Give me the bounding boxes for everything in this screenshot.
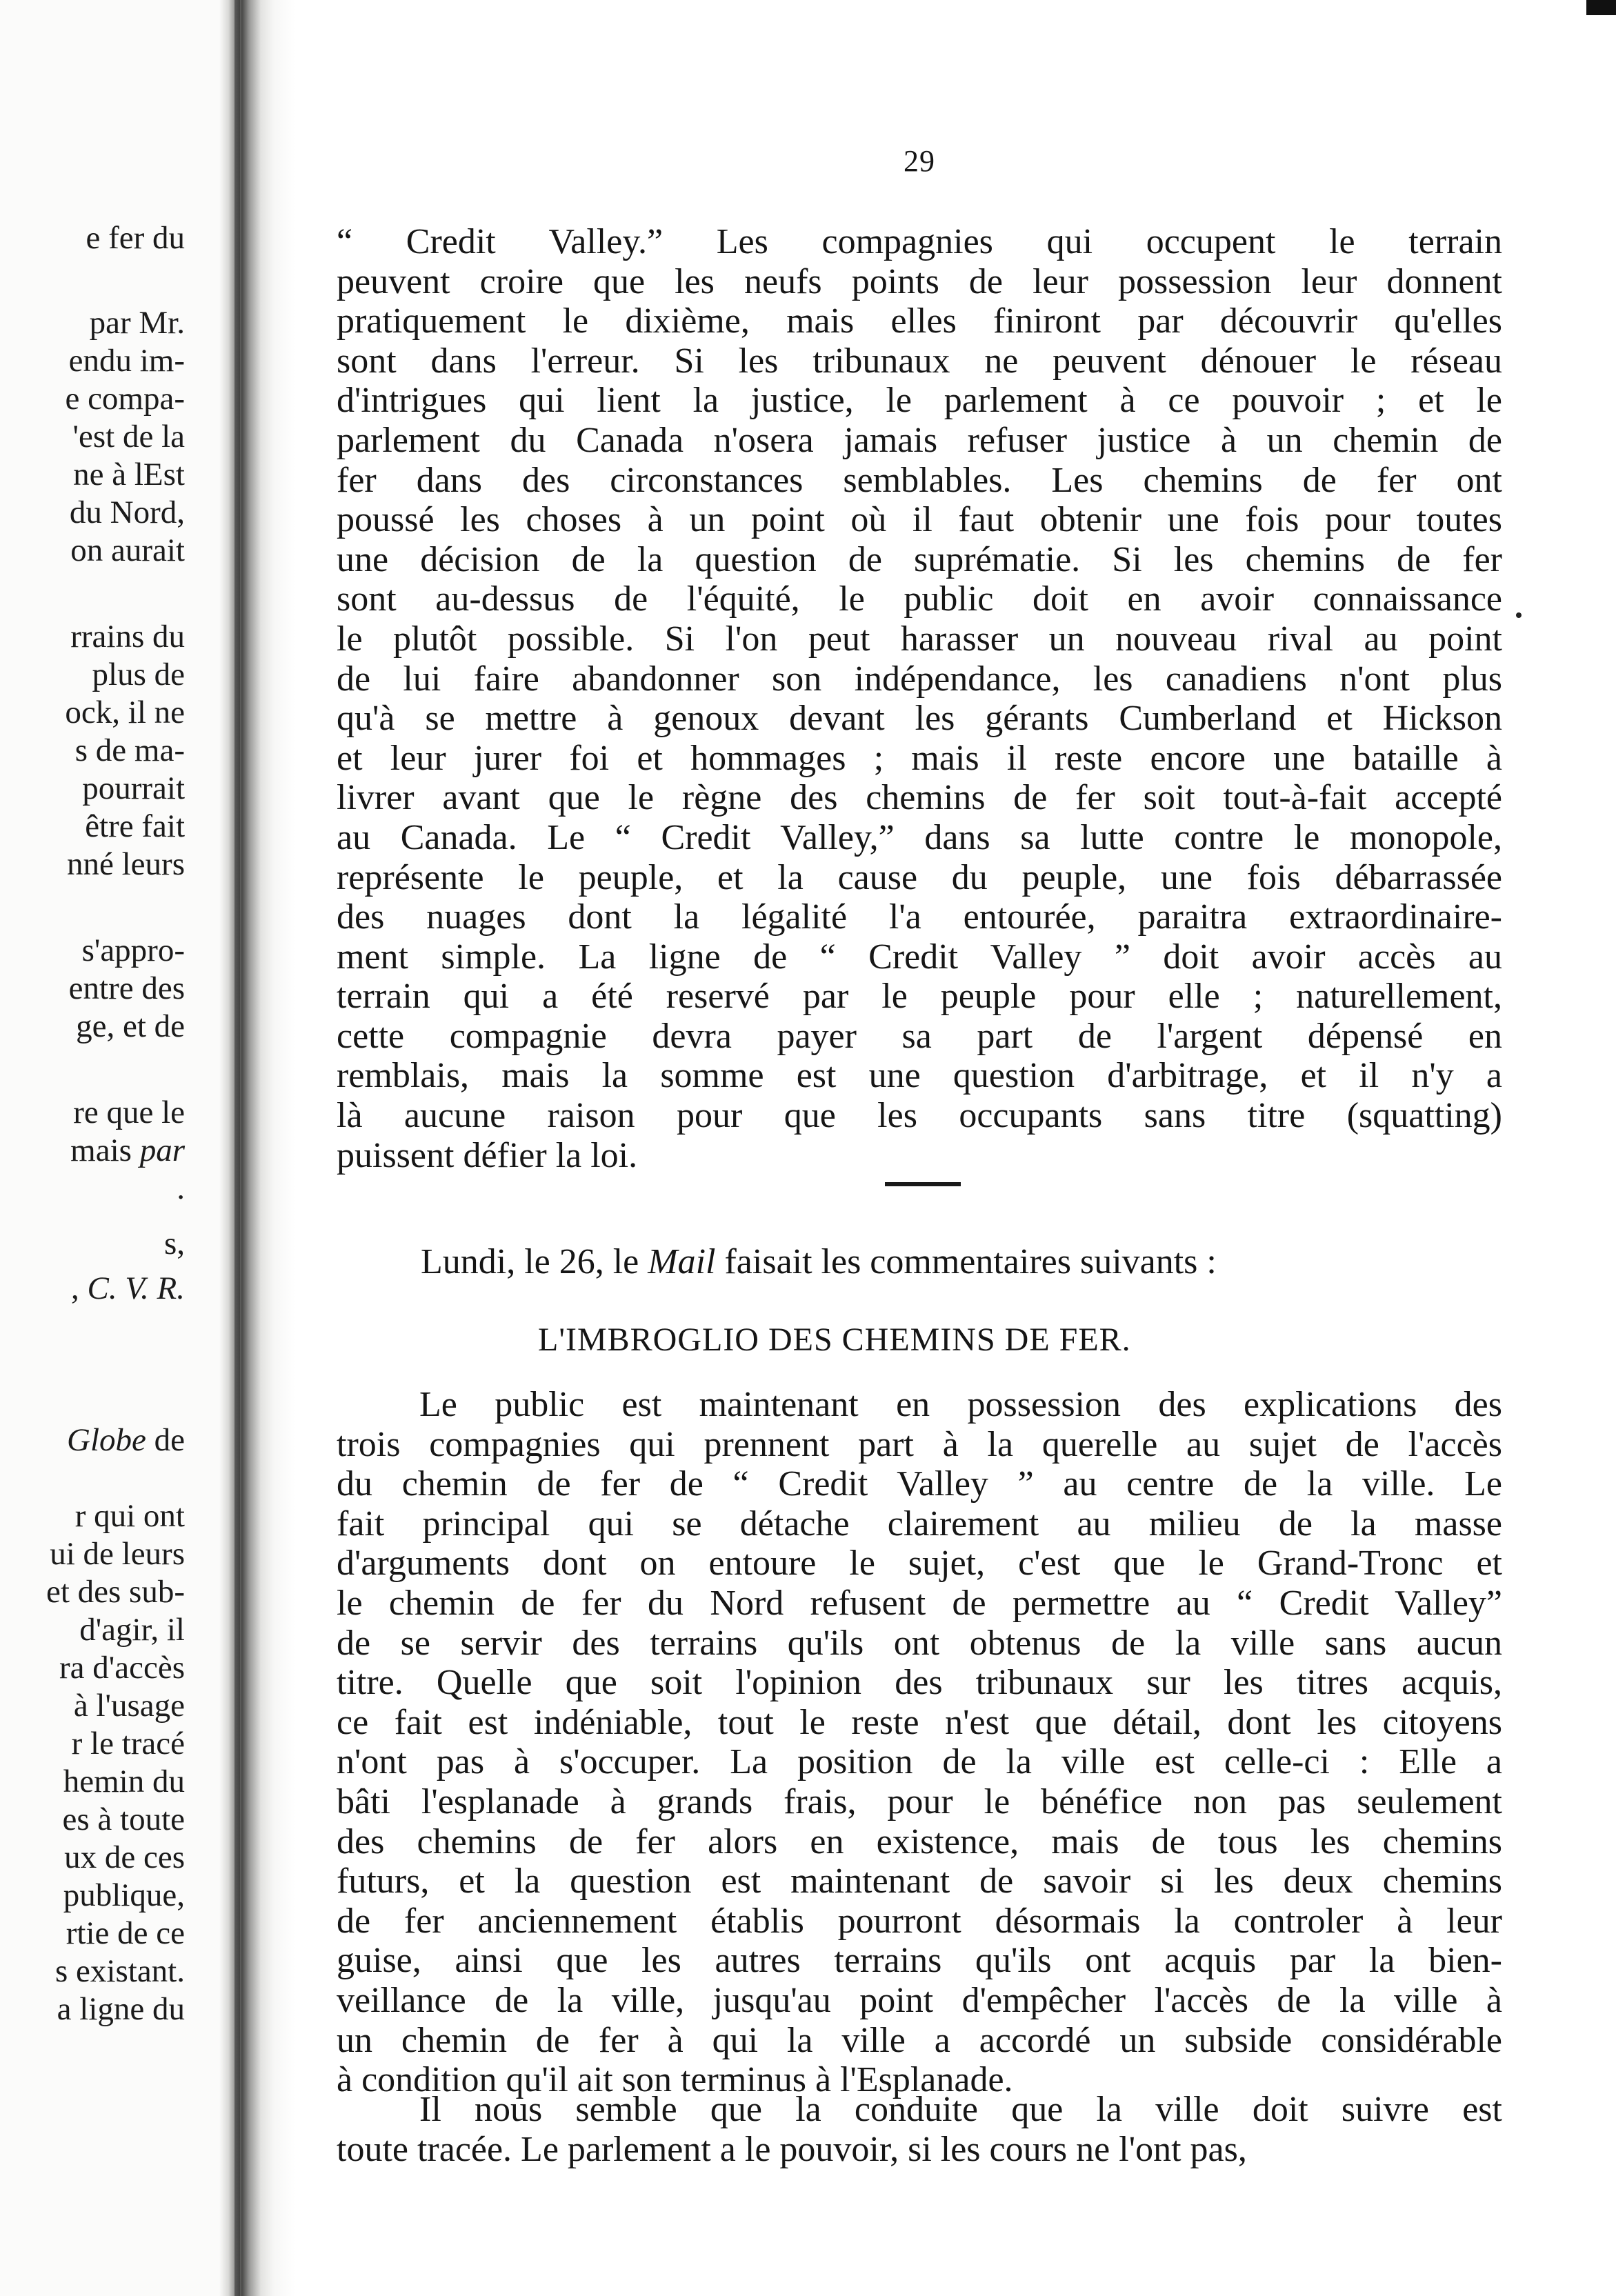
left-page-text: , xyxy=(71,1270,79,1306)
left-page-text: s'appro- xyxy=(81,932,185,968)
text-line: le plutôt possible. Si l'on peut harasser un nouveau rival au point xyxy=(337,619,1502,659)
left-page-line xyxy=(85,810,185,843)
left-page-text: par Mr. xyxy=(89,305,185,341)
left-page-text: du Nord, xyxy=(69,495,185,530)
left-page-line xyxy=(46,1576,185,1608)
left-page-text: d'agir, il xyxy=(79,1612,185,1648)
book-spine-line xyxy=(235,0,240,2296)
left-page-text: ra d'accès xyxy=(59,1650,185,1686)
book-gutter-shadow xyxy=(219,0,295,2296)
left-page-line xyxy=(67,1424,185,1457)
left-page-line xyxy=(79,1614,185,1646)
left-page-text: rtie de ce xyxy=(66,1915,185,1951)
left-page-line xyxy=(82,772,185,805)
left-page-text: re que le xyxy=(73,1095,185,1130)
text-line: Il nous semble que la conduite que la ville doit suivre est xyxy=(419,2090,1502,2129)
left-facing-page xyxy=(0,0,228,2296)
left-page-line xyxy=(70,1132,185,1168)
text-line: veillance de la ville, jusqu'au point d'empêcher l'accès de la ville à xyxy=(337,1980,1502,2020)
left-page-line xyxy=(57,1993,185,2026)
left-page-line xyxy=(70,621,185,653)
text-line: fait principal qui se détache clairement au milieu de la masse xyxy=(337,1504,1502,1544)
left-page-line xyxy=(69,345,185,377)
text-line: trois compagnies qui prennent part à la querelle au sujet de l'accès xyxy=(337,1424,1502,1464)
text-line: futurs, et la question est maintenant de savoir si les deux chemins xyxy=(337,1861,1502,1901)
text-line: pratiquement le dixième, mais elles finiront par découvrir qu'elles xyxy=(337,301,1502,341)
left-page-text: endu im- xyxy=(68,343,185,379)
left-page-text: rrains du xyxy=(70,619,185,655)
text-line: toute tracée. Le parlement a le pouvoir, si les cours ne l'ont pas, xyxy=(337,2129,1247,2169)
text-line: guise, ainsi que les autres terrains qu'ils ont acquis par la bien- xyxy=(337,1941,1502,1981)
text-line: puissent défier la loi. xyxy=(337,1135,638,1175)
left-page-line xyxy=(90,307,185,339)
text-line: sont dans l'erreur. Si les tribunaux ne peuvent dénouer le réseau xyxy=(337,341,1502,381)
text-line: remblais, mais la somme est une question d'arbitrage, et il n'y a xyxy=(337,1056,1502,1096)
left-page-text: s, xyxy=(163,1226,185,1261)
left-page-italic: Globe xyxy=(67,1422,146,1458)
left-page-line xyxy=(66,1917,185,1950)
text-line: de lui faire abandonner son indépendance, les canadiens n'ont plus xyxy=(337,659,1502,699)
text-line: d'arguments dont on entoure le sujet, c'est que le Grand-Tronc et xyxy=(337,1544,1502,1584)
text-line: de se servir des terrains qu'ils ont obtenus de la ville sans aucun xyxy=(337,1623,1502,1663)
left-page-italic: par xyxy=(131,1132,185,1168)
paragraph-imbroglio-body xyxy=(337,1385,1502,2100)
left-page-line xyxy=(75,1500,185,1533)
left-page-text: entre des xyxy=(68,970,185,1006)
text-line: une décision de la question de suprématie. Si les chemins de fer xyxy=(337,539,1502,579)
left-page-line xyxy=(69,972,185,1005)
text-line: parlement du Canada n'osera jamais refuser justice à un chemin de xyxy=(337,420,1502,460)
left-page-line xyxy=(70,532,185,568)
left-page-text: ge, et de xyxy=(76,1008,185,1044)
left-page-line xyxy=(76,1010,185,1043)
left-page-line xyxy=(177,1172,185,1205)
text-line: un chemin de fer à qui la ville a accordé un subside considérable xyxy=(337,2020,1502,2060)
left-page-line xyxy=(73,1097,185,1129)
left-page-line xyxy=(63,1879,185,1912)
left-page-line xyxy=(59,1652,185,1684)
left-page-line xyxy=(73,421,185,453)
left-page-text: à l'usage xyxy=(73,1688,185,1724)
text-line: d'intrigues qui lient la justice, le parlement à ce pouvoir ; et le xyxy=(337,381,1502,421)
intro-line-before: Lundi, le 26, le xyxy=(421,1242,648,1281)
left-page-line xyxy=(92,659,185,691)
left-page-text: nné leurs xyxy=(67,846,185,882)
corner-scan-mark xyxy=(1586,0,1616,15)
left-page-text: es à toute xyxy=(62,1801,185,1837)
left-page-text: ui de leurs xyxy=(50,1536,185,1572)
text-line: et leur jurer foi et hommages ; mais il reste encore une bataille à xyxy=(337,738,1502,778)
intro-line-newspaper-title: Mail xyxy=(648,1242,716,1281)
text-line: du chemin de fer de “ Credit Valley ” au centre de la ville. Le xyxy=(337,1464,1502,1504)
left-page-line xyxy=(63,1766,185,1798)
text-line: au Canada. Le “ Credit Valley,” dans sa lutte contre le monopole, xyxy=(337,817,1502,857)
text-line: représente le peuple, et la cause du peuple, une fois débarrassée xyxy=(337,857,1502,897)
left-page-text: être fait xyxy=(85,808,185,844)
left-page-text: r le tracé xyxy=(71,1726,185,1761)
left-page-line xyxy=(71,1272,185,1305)
text-line: poussé les choses à un point où il faut obtenir une fois pour toutes xyxy=(337,500,1502,540)
left-page-line xyxy=(72,1728,185,1760)
left-page-line xyxy=(164,1228,185,1260)
left-page-line xyxy=(86,222,185,254)
text-line: cette compagnie devra payer sa part de l'argent dépensé en xyxy=(337,1016,1502,1056)
left-page-line xyxy=(50,1538,185,1570)
left-page-line xyxy=(62,1801,186,1837)
left-page-line xyxy=(74,1690,185,1722)
left-page-text: ne à lEst xyxy=(73,457,185,492)
left-page-line xyxy=(65,697,185,729)
text-line: fer dans des circonstances semblables. Les chemins de fer ont xyxy=(337,460,1502,500)
section-separator-rule xyxy=(885,1182,961,1186)
text-line: titre. Quelle que soit l'opinion des tribunaux sur les titres acquis, xyxy=(337,1663,1502,1703)
left-page-text: pourrait xyxy=(82,770,185,806)
left-page-text: et des sub- xyxy=(46,1574,185,1610)
left-page-text: s de ma- xyxy=(74,732,185,768)
text-line: ment simple. La ligne de “ Credit Valley ” doit avoir accès au xyxy=(337,937,1502,977)
text-line: des chemins de fer alors en existence, mais de tous les chemins xyxy=(337,1821,1502,1861)
left-page-line xyxy=(55,1955,185,1988)
left-page-line xyxy=(73,459,185,491)
text-line: terrain qui a été reservé par le peuple pour elle ; naturellement, xyxy=(337,977,1502,1017)
text-line: peuvent croire que les neufs points de leur possession leur donnent xyxy=(337,261,1502,301)
left-page-text: de xyxy=(146,1422,185,1458)
text-line: bâti l'esplanade à grands frais, pour le bénéfice non pas seulement xyxy=(337,1781,1502,1821)
left-page-line xyxy=(81,932,185,968)
intro-line xyxy=(421,1241,1217,1282)
text-line: ce fait est indéniable, tout le reste n'est que détail, dont les citoyens xyxy=(337,1702,1502,1742)
text-line: sont au-dessus de l'équité, le public doit en avoir connaissance xyxy=(337,579,1502,619)
page-number: 29 xyxy=(904,144,935,178)
left-page-italic: C. V. R. xyxy=(79,1270,185,1306)
left-page-text: 'est de la xyxy=(72,419,185,455)
left-page-text: on aurait xyxy=(70,532,185,568)
section-title: L'IMBROGLIO DES CHEMINS DE FER. xyxy=(538,1321,1131,1358)
intro-line-after: faisait les commentaires suivants : xyxy=(715,1242,1217,1281)
text-line: “ Credit Valley.” Les compagnies qui occupent le terrain xyxy=(337,222,1502,261)
left-page-line xyxy=(64,1841,185,1874)
left-page-text: r qui ont xyxy=(74,1498,185,1534)
paragraph-credit-valley-continuation xyxy=(337,222,1502,1175)
left-page-text: e compa- xyxy=(65,381,185,417)
text-line: de fer anciennement établis pourront désormais la controler à leur xyxy=(337,1901,1502,1941)
left-page-text: ux de ces xyxy=(64,1839,185,1875)
left-page-text: ock, il ne xyxy=(65,695,185,730)
left-page-text: mais xyxy=(70,1132,132,1168)
paragraph-conclusion xyxy=(337,2090,1502,2169)
text-line: le chemin de fer du Nord refusent de permettre au “ Credit Valley” xyxy=(337,1583,1502,1623)
left-page-line xyxy=(74,732,185,768)
text-line: à condition qu'il ait son terminus à l'Esplanade. xyxy=(337,2060,1013,2100)
text-line: qu'à se mettre à genoux devant les gérants Cumberland et Hickson xyxy=(337,699,1502,739)
left-page-text: e fer du xyxy=(86,220,185,256)
text-line: livrer avant que le règne des chemins de fer soit tout-à-fait accepté xyxy=(337,778,1502,818)
left-page-text: . xyxy=(177,1170,185,1206)
left-page-text: plus de xyxy=(92,657,185,692)
left-page-text: a ligne du xyxy=(57,1991,185,2027)
text-line: Le public est maintenant en possession des explications des xyxy=(419,1385,1502,1424)
text-line: des nuages dont la légalité l'a entourée, paraitra extraordinaire- xyxy=(337,897,1502,937)
left-page-text: s existant. xyxy=(55,1953,185,1989)
left-page-text: publique, xyxy=(63,1877,185,1913)
text-line: n'ont pas à s'occuper. La position de la ville est celle-ci : Elle a xyxy=(337,1742,1502,1782)
left-page-line xyxy=(70,497,185,529)
margin-ink-dot xyxy=(1516,612,1522,618)
left-page-line xyxy=(67,848,185,881)
left-page-line xyxy=(65,383,185,415)
left-page-text: hemin du xyxy=(63,1764,185,1799)
text-line: là aucune raison pour que les occupants sans titre (squatting) xyxy=(337,1096,1502,1136)
